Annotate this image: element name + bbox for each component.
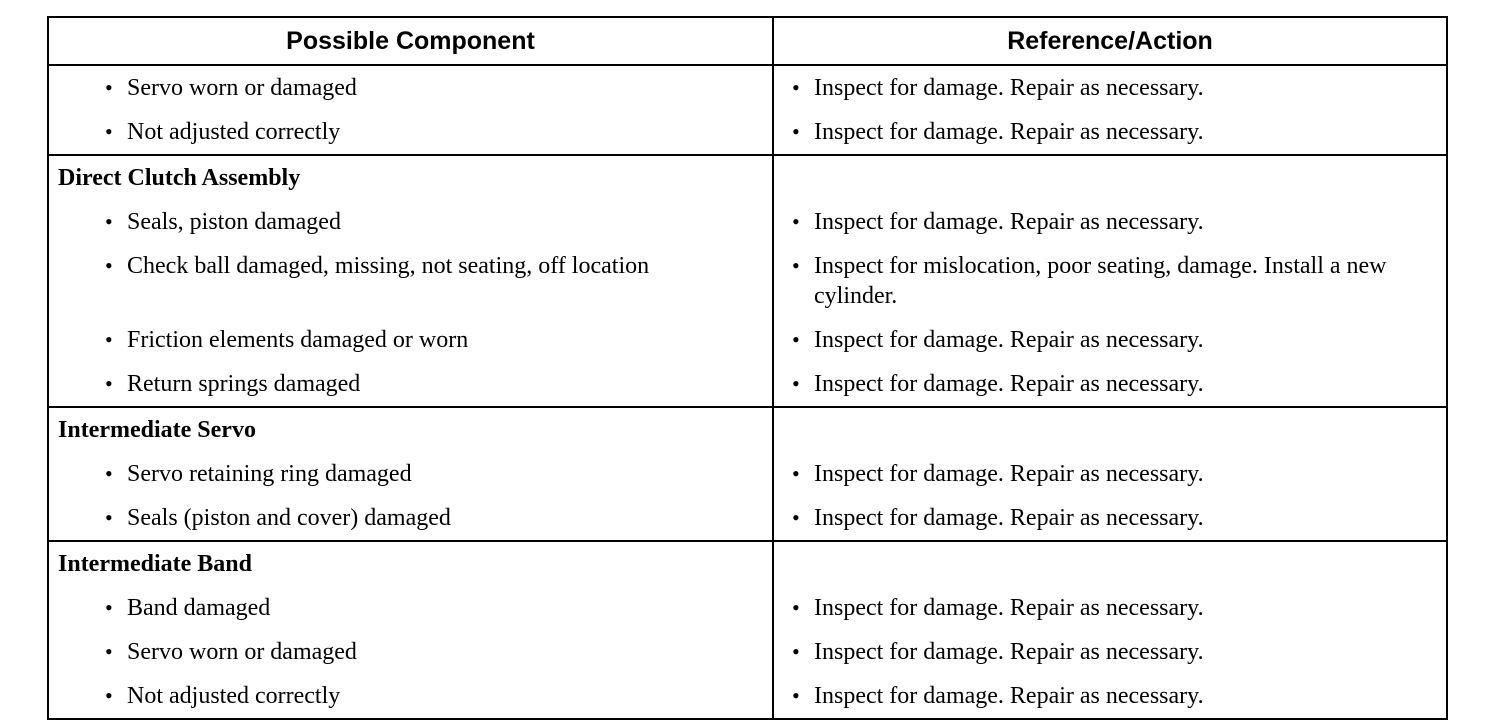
table-row [774, 452, 1446, 496]
table-row [49, 362, 772, 406]
action-text: Inspect for damage. Repair as necessary. [814, 683, 1204, 709]
group-title: Direct Clutch Assembly [58, 165, 301, 191]
component-column [49, 408, 774, 540]
table-group [49, 408, 1446, 542]
component-text: Seals (piston and cover) damaged [127, 505, 451, 531]
component-text: Servo retaining ring damaged [127, 461, 412, 487]
table-group [49, 66, 1446, 156]
bullet-icon: • [105, 253, 113, 278]
table-row [774, 110, 1446, 154]
component-text: Seals, piston damaged [127, 209, 341, 235]
table-row [49, 586, 772, 630]
table-group [49, 156, 1446, 408]
component-text: Check ball damaged, missing, not seating, off location [127, 253, 650, 279]
table-row [49, 452, 772, 496]
table-header-row [49, 18, 1446, 66]
component-text: Servo worn or damaged [127, 75, 357, 101]
action-text: Inspect for damage. Repair as necessary. [814, 639, 1204, 665]
action-text: Inspect for damage. Repair as necessary. [814, 209, 1204, 235]
component-text: Servo worn or damaged [127, 639, 357, 665]
bullet-icon: • [792, 119, 800, 144]
bullet-icon: • [105, 371, 113, 396]
group-title-spacer [774, 156, 1446, 200]
bullet-icon: • [105, 327, 113, 352]
bullet-icon: • [105, 209, 113, 234]
action-column [774, 156, 1446, 406]
bullet-icon: • [792, 75, 800, 100]
bullet-icon: • [105, 461, 113, 486]
bullet-icon: • [792, 639, 800, 664]
component-text: Return springs damaged [127, 371, 361, 397]
header-reference-action: Reference/Action [1007, 26, 1213, 55]
group-title: Intermediate Band [58, 551, 252, 577]
component-text: Band damaged [127, 595, 271, 621]
table-row [774, 674, 1446, 718]
action-column [774, 542, 1446, 718]
action-text: Inspect for damage. Repair as necessary. [814, 75, 1204, 101]
action-text: Inspect for damage. Repair as necessary. [814, 461, 1204, 487]
bullet-icon: • [105, 75, 113, 100]
table-row [774, 496, 1446, 540]
group-title-spacer [774, 408, 1446, 452]
bullet-icon: • [105, 639, 113, 664]
table-row [49, 66, 772, 110]
action-text: Inspect for damage. Repair as necessary. [814, 327, 1204, 353]
bullet-icon: • [792, 327, 800, 352]
table-row [774, 586, 1446, 630]
bullet-icon: • [105, 505, 113, 530]
table-row [49, 630, 772, 674]
bullet-icon: • [792, 209, 800, 234]
bullet-icon: • [105, 595, 113, 620]
table-group [49, 542, 1446, 718]
action-text: Inspect for damage. Repair as necessary. [814, 595, 1204, 621]
table-row [774, 66, 1446, 110]
group-title-spacer [774, 542, 1446, 586]
component-column [49, 156, 774, 406]
table-row [49, 496, 772, 540]
bullet-icon: • [105, 119, 113, 144]
component-text: Not adjusted correctly [127, 683, 341, 709]
table-row [774, 200, 1446, 244]
action-text: Inspect for mislocation, poor seating, damage. Install a new cylinder. [814, 253, 1387, 309]
table-row [774, 630, 1446, 674]
header-possible-component: Possible Component [49, 18, 774, 64]
action-text: Inspect for damage. Repair as necessary. [814, 505, 1204, 531]
table-row [49, 110, 772, 154]
bullet-icon: • [792, 595, 800, 620]
bullet-icon: • [792, 371, 800, 396]
component-column [49, 542, 774, 718]
component-text: Friction elements damaged or worn [127, 327, 469, 353]
group-title: Intermediate Servo [58, 417, 256, 443]
table-row [774, 362, 1446, 406]
table-row [49, 674, 772, 718]
bullet-icon: • [105, 683, 113, 708]
action-text: Inspect for damage. Repair as necessary. [814, 119, 1204, 145]
table-row [49, 200, 772, 244]
diagnosis-table [47, 16, 1448, 720]
action-text: Inspect for damage. Repair as necessary. [814, 371, 1204, 397]
table-row [774, 244, 1446, 318]
component-column [49, 66, 774, 154]
action-column [774, 408, 1446, 540]
bullet-icon: • [792, 253, 800, 278]
component-text: Not adjusted correctly [127, 119, 341, 145]
action-column [774, 66, 1446, 154]
table-row [774, 318, 1446, 362]
bullet-icon: • [792, 461, 800, 486]
bullet-icon: • [792, 683, 800, 708]
bullet-icon: • [792, 505, 800, 530]
table-row [49, 244, 772, 318]
table-row [49, 318, 772, 362]
